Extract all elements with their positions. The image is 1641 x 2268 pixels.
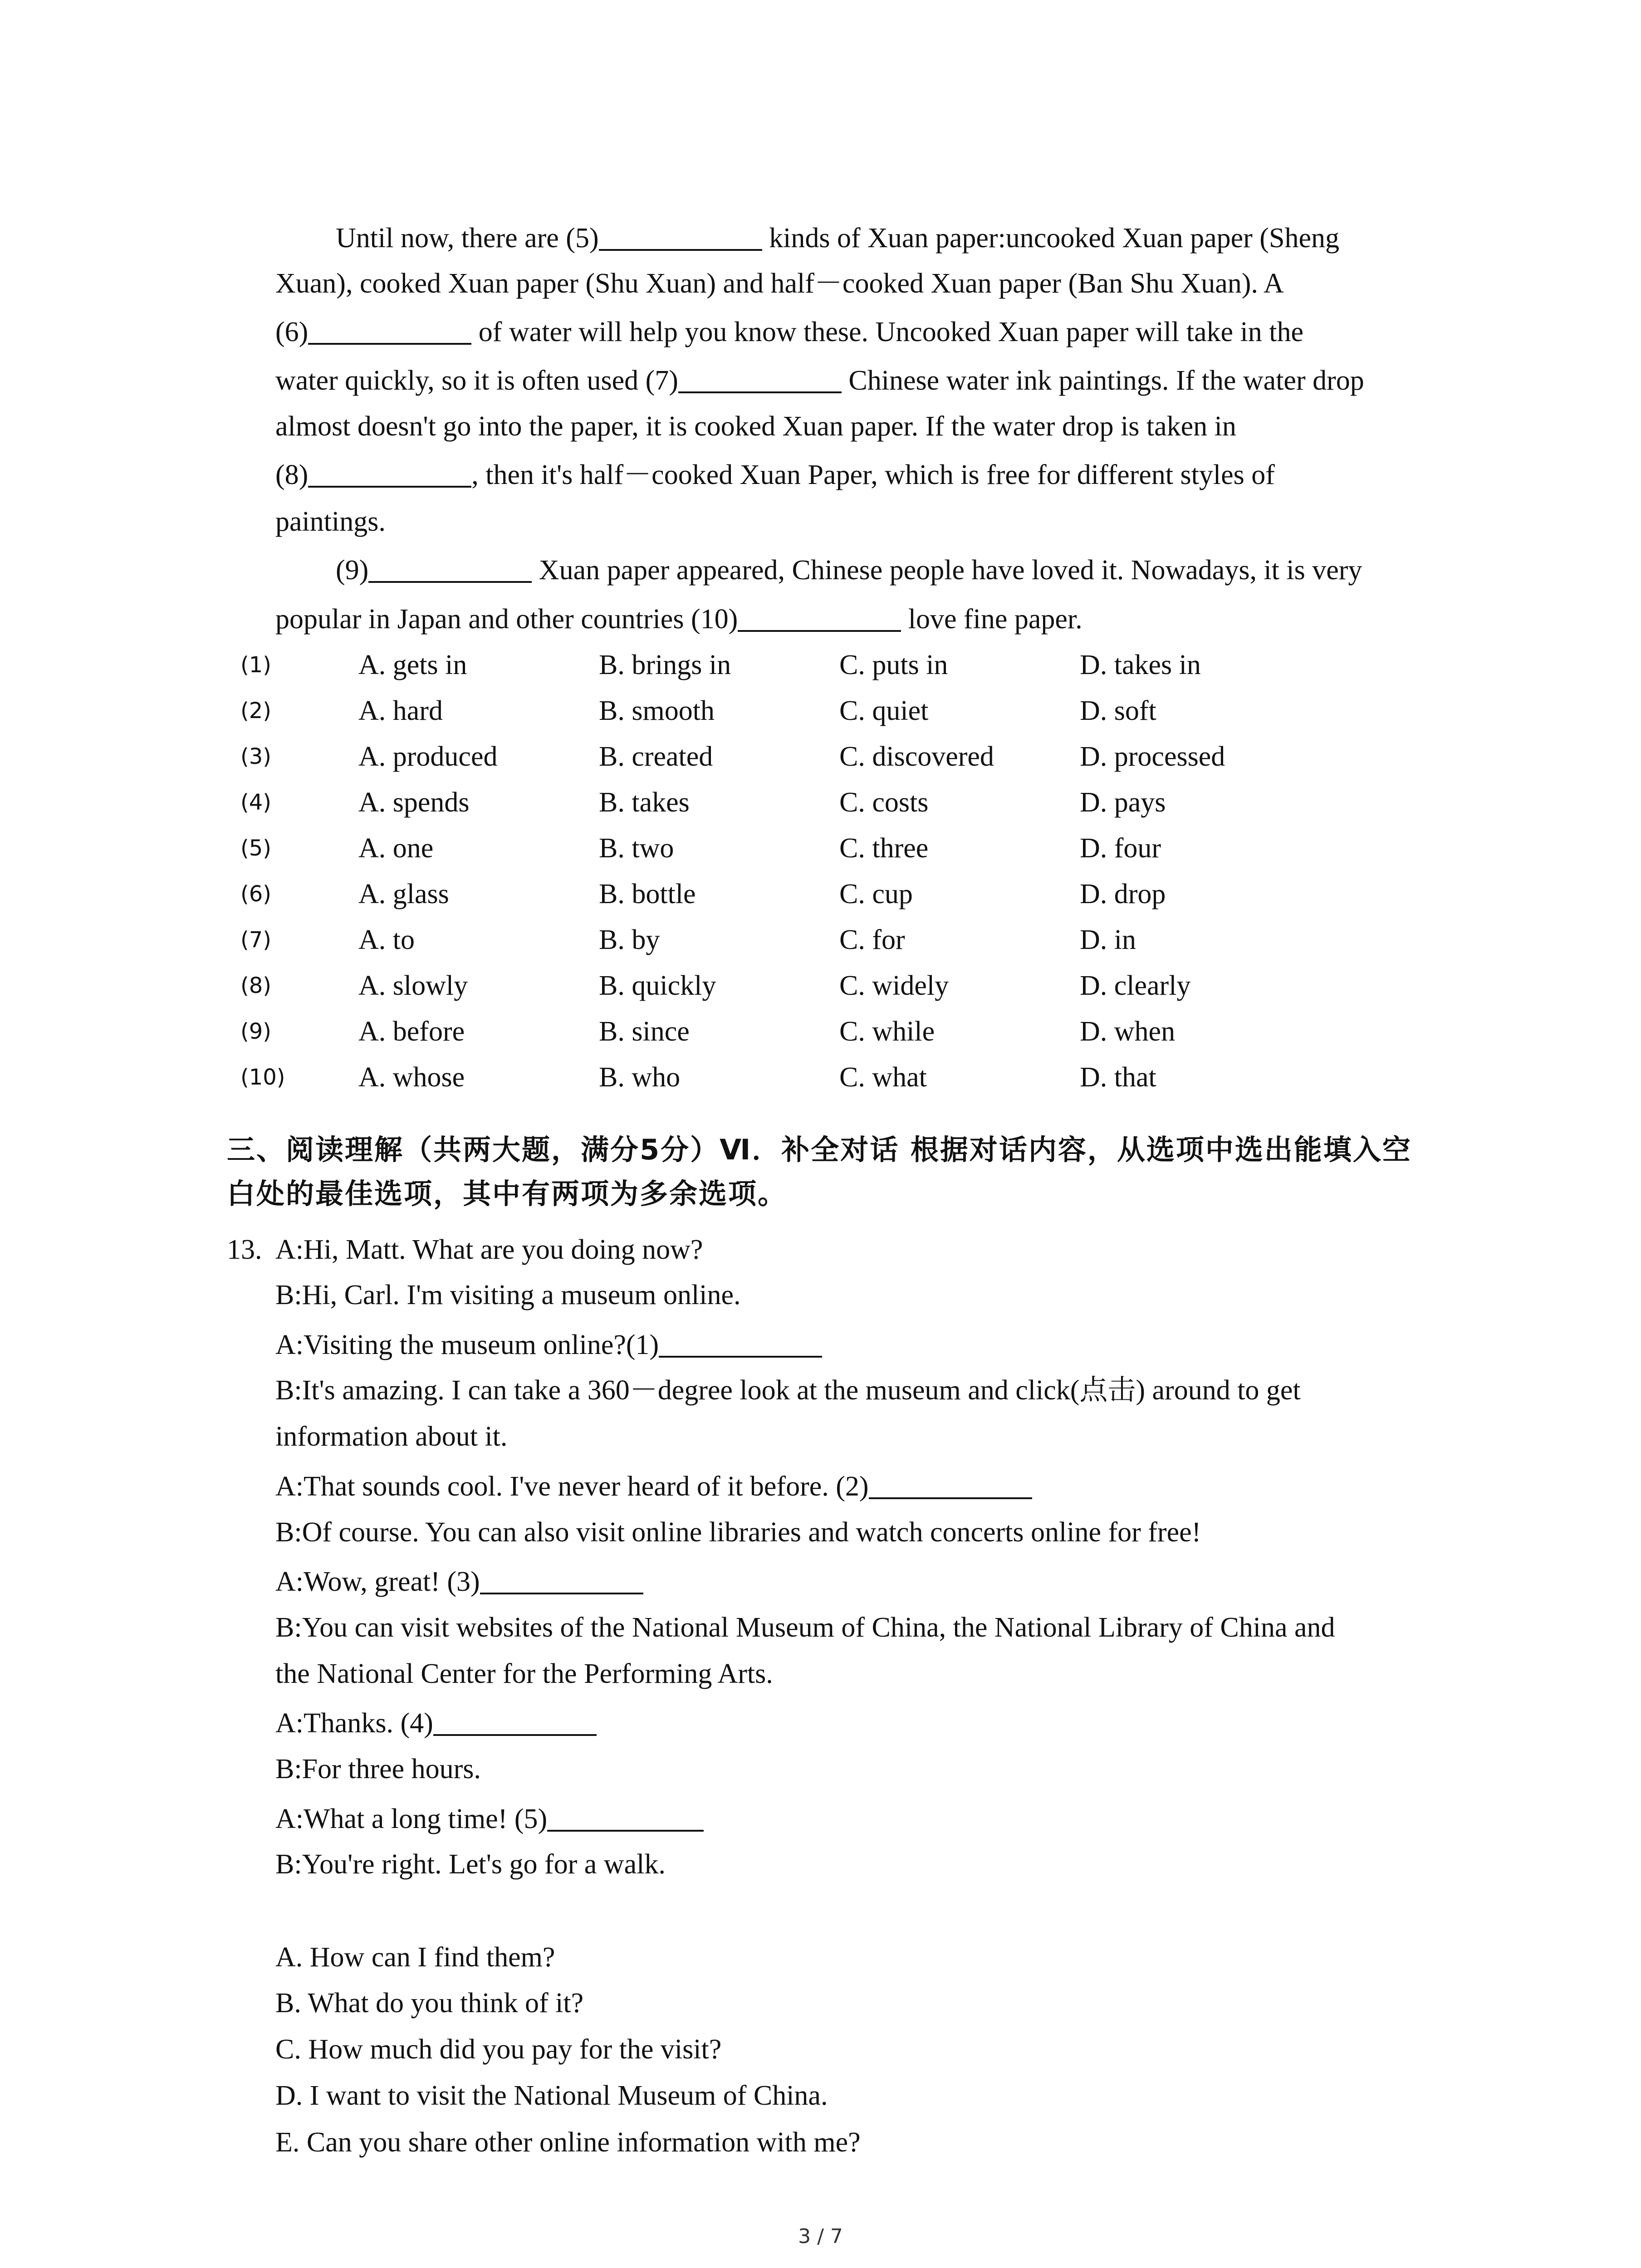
option-c: C. quiet	[839, 695, 929, 726]
option-row	[240, 1059, 1465, 1095]
text: (8)	[275, 459, 309, 490]
blank-1	[659, 1328, 822, 1358]
option-b: B. created	[599, 741, 713, 772]
option-number: (1)	[240, 652, 271, 678]
blank-5	[547, 1802, 704, 1832]
text: Xuan paper appeared, Chinese people have loved it. Nowadays, it is very	[532, 555, 1362, 586]
option-a: A. to	[358, 924, 415, 955]
passage-line: almost doesn't go into the paper, it is cooked Xuan paper. If the water drop is taken in	[275, 411, 1236, 442]
blank-2	[869, 1469, 1032, 1499]
blank-6	[308, 315, 471, 345]
option-c: C. cup	[839, 879, 913, 909]
question-number: 13.	[227, 1234, 262, 1265]
option-a: A. whose	[358, 1062, 465, 1093]
option-c: C. while	[839, 1016, 935, 1047]
option-d: D. in	[1080, 924, 1136, 955]
option-number: (7)	[240, 927, 271, 953]
dialogue-line	[275, 1705, 597, 1741]
text: (9)	[336, 555, 369, 586]
text: A:Visiting the museum online?(1)	[275, 1330, 659, 1360]
dialogue-line	[275, 1564, 643, 1600]
option-number: (5)	[240, 836, 271, 861]
option-b: B. who	[599, 1062, 681, 1093]
option-number: (2)	[240, 698, 271, 723]
option-row	[240, 830, 1465, 866]
option-b: B. takes	[599, 787, 690, 818]
blank-3	[480, 1564, 643, 1594]
option-c: C. for	[839, 924, 905, 955]
text: A:Thanks. (4)	[275, 1708, 433, 1739]
option-d: D. clearly	[1080, 970, 1191, 1001]
option-row	[240, 784, 1465, 821]
option-number: (3)	[240, 744, 271, 769]
text: kinds of Xuan paper:uncooked Xuan paper (Sheng	[762, 223, 1339, 254]
option-number: (6)	[240, 881, 271, 907]
text: A:What a long time! (5)	[275, 1804, 548, 1834]
option-a: A. one	[358, 833, 434, 864]
text: love fine paper.	[901, 604, 1083, 635]
passage-line	[336, 552, 1362, 588]
blank-9	[368, 553, 532, 583]
blank-8	[308, 458, 471, 488]
option-number: (4)	[240, 790, 271, 815]
text: (6)	[275, 317, 309, 347]
dialogue-line: B:It's amazing. I can take a 360－degree look at the museum and click(点击) around to get	[275, 1375, 1301, 1406]
option-d: D. drop	[1080, 879, 1166, 909]
option-c: C. costs	[839, 787, 929, 818]
passage-line	[336, 220, 1339, 256]
choice-item: D. I want to visit the National Museum of China.	[275, 2080, 828, 2111]
dialogue-line: B:For three hours.	[275, 1754, 481, 1784]
option-c: C. puts in	[839, 650, 948, 680]
option-c: C. what	[839, 1062, 927, 1093]
text: A:Wow, great! (3)	[275, 1566, 480, 1597]
dialogue-line	[275, 1327, 822, 1363]
blank-4	[433, 1706, 597, 1736]
blank-7	[678, 363, 842, 393]
option-c: C. discovered	[839, 741, 994, 772]
text: popular in Japan and other countries (10)	[275, 604, 738, 635]
option-b: B. since	[599, 1016, 690, 1047]
dialogue-line: B:You can visit websites of the National Museum of China, the National Library of China and	[275, 1612, 1335, 1643]
option-b: B. bottle	[599, 879, 696, 909]
passage-line	[275, 362, 1364, 399]
passage-line	[275, 314, 1303, 350]
option-d: D. processed	[1080, 741, 1225, 772]
section-heading: 三、阅读理解（共两大题，满分5分）Ⅵ．补全对话 根据对话内容，从选项中选出能填入空	[227, 1133, 1412, 1166]
option-a: A. slowly	[358, 970, 468, 1001]
option-a: A. before	[358, 1016, 465, 1047]
option-d: D. that	[1080, 1062, 1156, 1093]
option-d: D. when	[1080, 1016, 1176, 1047]
choice-item: B. What do you think of it?	[275, 1988, 584, 2019]
option-number: (10)	[240, 1065, 285, 1090]
choice-item: E. Can you share other online information with me?	[275, 2127, 861, 2158]
option-c: C. widely	[839, 970, 949, 1001]
option-a: A. spends	[358, 787, 470, 818]
choice-item: A. How can I find them?	[275, 1942, 555, 1973]
option-b: B. two	[599, 833, 674, 864]
dialogue-line: B:You're right. Let's go for a walk.	[275, 1849, 666, 1880]
text: water quickly, so it is often used (7)	[275, 365, 678, 396]
option-row	[240, 922, 1465, 958]
option-a: A. glass	[358, 879, 449, 909]
choice-item: C. How much did you pay for the visit?	[275, 2034, 722, 2065]
option-number: (9)	[240, 1019, 271, 1044]
option-a: A. produced	[358, 741, 498, 772]
blank-5	[599, 221, 762, 251]
page-number: 3 / 7	[798, 2225, 843, 2248]
option-b: B. quickly	[599, 970, 716, 1001]
option-a: A. gets in	[358, 650, 467, 680]
section-heading: 白处的最佳选项，其中有两项为多余选项。	[227, 1177, 788, 1210]
option-d: D. takes in	[1080, 650, 1201, 680]
option-row	[240, 876, 1465, 912]
option-d: D. four	[1080, 833, 1161, 864]
text: Chinese water ink paintings. If the water drop	[841, 365, 1364, 396]
dialogue-line: A:Hi, Matt. What are you doing now?	[275, 1234, 703, 1265]
option-a: A. hard	[358, 695, 443, 726]
dialogue-line: B:Hi, Carl. I'm visiting a museum online.	[275, 1280, 741, 1310]
option-row	[240, 968, 1465, 1004]
option-d: D. pays	[1080, 787, 1166, 818]
option-number: (8)	[240, 973, 271, 998]
option-d: D. soft	[1080, 695, 1156, 726]
option-row	[240, 647, 1465, 683]
dialogue-line	[275, 1468, 1032, 1505]
option-c: C. three	[839, 833, 929, 864]
dialogue-line: the National Center for the Performing Arts.	[275, 1658, 773, 1689]
text: , then it's half－cooked Xuan Paper, which is free for different styles of	[471, 459, 1275, 490]
passage-line: paintings.	[275, 506, 386, 537]
option-b: B. brings in	[599, 650, 731, 680]
passage-line	[275, 601, 1083, 637]
option-b: B. smooth	[599, 695, 715, 726]
option-row	[240, 738, 1465, 775]
option-row	[240, 693, 1465, 729]
dialogue-line: information about it.	[275, 1421, 508, 1452]
passage-line: Xuan), cooked Xuan paper (Shu Xuan) and half－cooked Xuan paper (Ban Shu Xuan). A	[275, 268, 1284, 299]
option-row	[240, 1013, 1465, 1050]
text: A:That sounds cool. I've never heard of it before. (2)	[275, 1471, 869, 1502]
blank-10	[738, 602, 901, 632]
option-b: B. by	[599, 924, 660, 955]
passage-line	[275, 457, 1275, 493]
dialogue-line: B:Of course. You can also visit online libraries and watch concerts online for free!	[275, 1517, 1201, 1548]
text: Until now, there are (5)	[336, 223, 599, 254]
dialogue-line	[275, 1801, 704, 1837]
text: of water will help you know these. Uncooked Xuan paper will take in the	[471, 317, 1303, 347]
